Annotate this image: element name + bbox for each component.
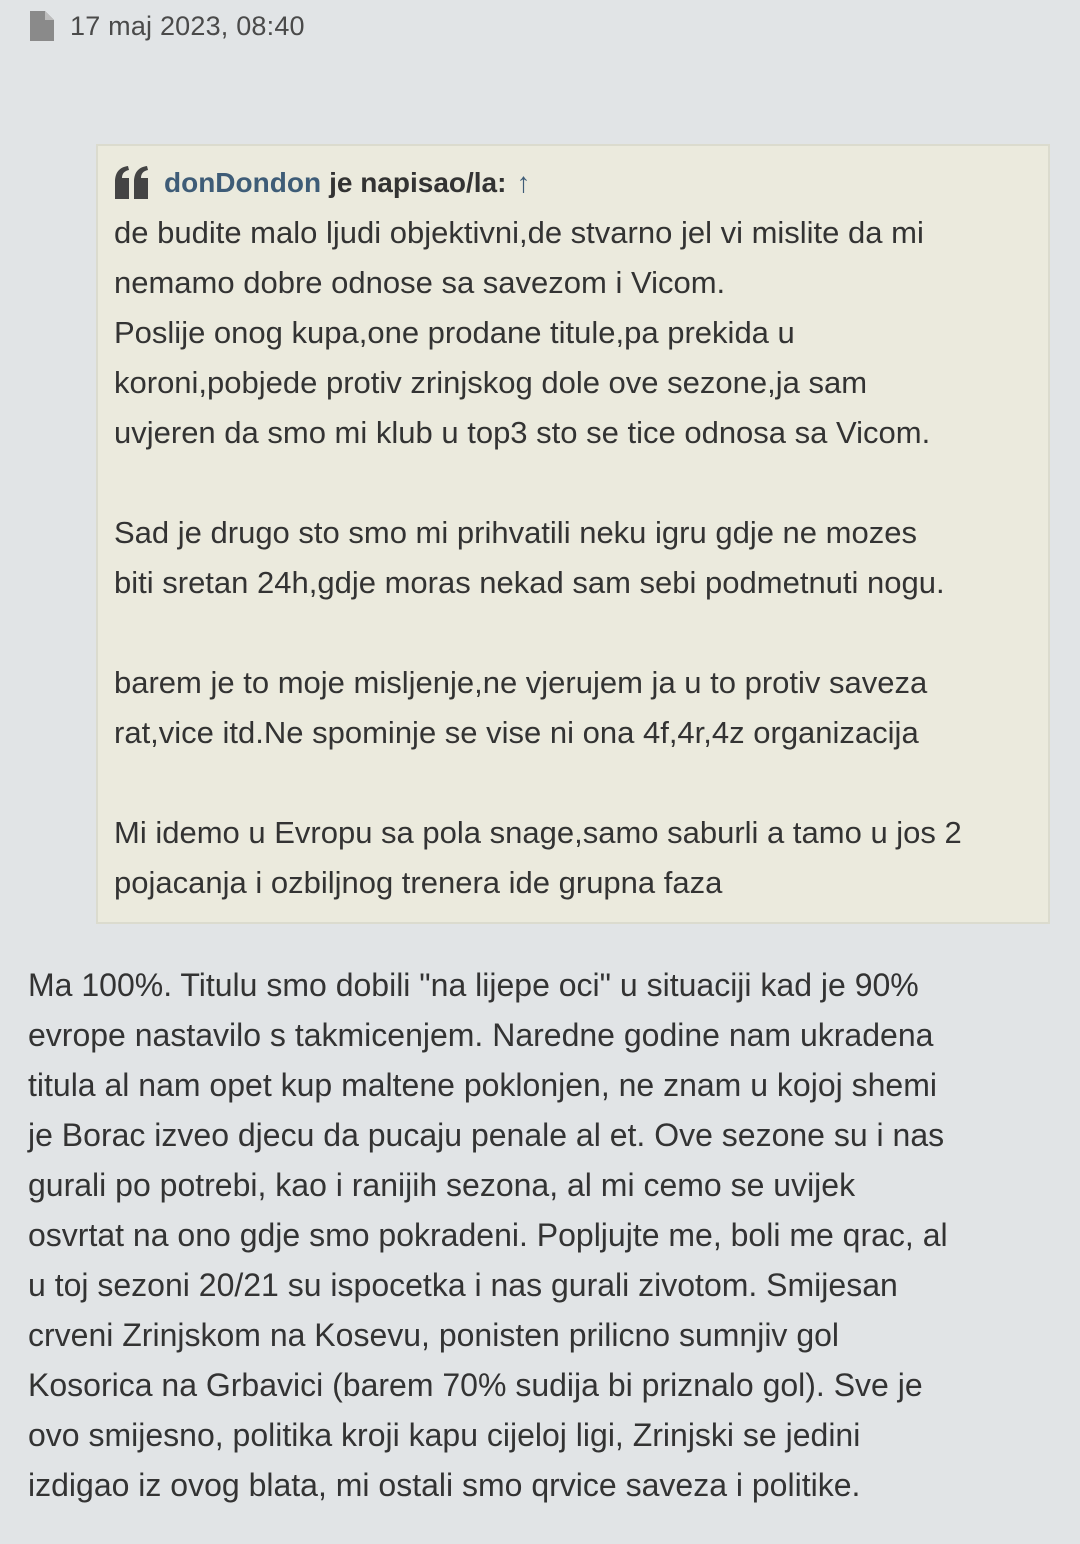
quote-paragraph-gap xyxy=(114,608,1034,658)
post-line: crveni Zrinjskom na Kosevu, ponisten prilicno sumnjiv gol xyxy=(28,1317,840,1353)
quote-paragraph-gap xyxy=(114,758,1034,808)
quote-paragraph-gap xyxy=(114,458,1034,508)
post-content xyxy=(28,960,1058,1510)
quote-line: de budite malo ljudi objektivni,de stvarno jel vi mislite da mi xyxy=(114,215,924,250)
post-line: je Borac izveo djecu da pucaju penale al et. Ove sezone su i nas xyxy=(28,1117,945,1153)
post-line: Ma 100%. Titulu smo dobili "na lijepe oci" u situaciji kad je 90% xyxy=(28,967,919,1003)
quote-line: rat,vice itd.Ne spominje se vise ni ona 4f,4r,4z organizacija xyxy=(114,715,919,750)
quote-author-link[interactable]: donDondon xyxy=(164,167,322,198)
post-line: Kosorica na Grbavici (barem 70% sudija bi priznalo gol). Sve je xyxy=(28,1367,923,1403)
quote-line: koroni,pobjede protiv zrinjskog dole ove sezone,ja sam xyxy=(114,365,868,400)
quote-header xyxy=(114,158,1034,208)
quote-line: Poslije onog kupa,one prodane titule,pa prekida u xyxy=(114,315,795,350)
quote-line: Sad je drugo sto smo mi prihvatili neku igru gdje ne mozes xyxy=(114,515,917,550)
post-line: izdigao iz ovog blata, mi ostali smo qrvice saveza i politike. xyxy=(28,1467,861,1503)
post-line: osvrtat na ono gdje smo pokradeni. Popljujte me, boli me qrac, al xyxy=(28,1217,948,1253)
quote-line: Mi idemo u Evropu sa pola snage,samo saburli a tamo u jos 2 xyxy=(114,815,962,850)
file-icon[interactable] xyxy=(30,11,54,41)
post-meta xyxy=(30,6,305,46)
post-line: gurali po potrebi, kao i ranijih sezona, al mi cemo se uvijek xyxy=(28,1167,856,1203)
quote-wrote-label: je napisao/la: xyxy=(329,167,507,198)
post-date: 17 maj 2023, 08:40 xyxy=(70,10,305,41)
post-line: evrope nastavilo s takmicenjem. Naredne godine nam ukradena xyxy=(28,1017,934,1053)
jump-to-post-link[interactable]: ↑ xyxy=(516,167,531,198)
quote-line: uvjeren da smo mi klub u top3 sto se tice odnosa sa Vicom. xyxy=(114,415,931,450)
quote-line: nemamo dobre odnose sa savezom i Vicom. xyxy=(114,265,726,300)
quote-line: pojacanja i ozbiljnog trenera ide grupna faza xyxy=(114,865,723,900)
quote-line: barem je to moje misljenje,ne vjerujem ja u to protiv saveza xyxy=(114,665,928,700)
post-line: titula al nam opet kup maltene poklonjen, ne znam u kojoj shemi xyxy=(28,1067,937,1103)
quote-text xyxy=(114,208,1034,908)
quote-block xyxy=(96,144,1050,924)
quote-line: biti sretan 24h,gdje moras nekad sam sebi podmetnuti nogu. xyxy=(114,565,945,600)
post-line: u toj sezoni 20/21 su ispocetka i nas gurali zivotom. Smijesan xyxy=(28,1267,898,1303)
quote-marks-icon xyxy=(114,165,150,201)
post-line: ovo smijesno, politika kroji kapu cijeloj ligi, Zrinjski se jedini xyxy=(28,1417,861,1453)
